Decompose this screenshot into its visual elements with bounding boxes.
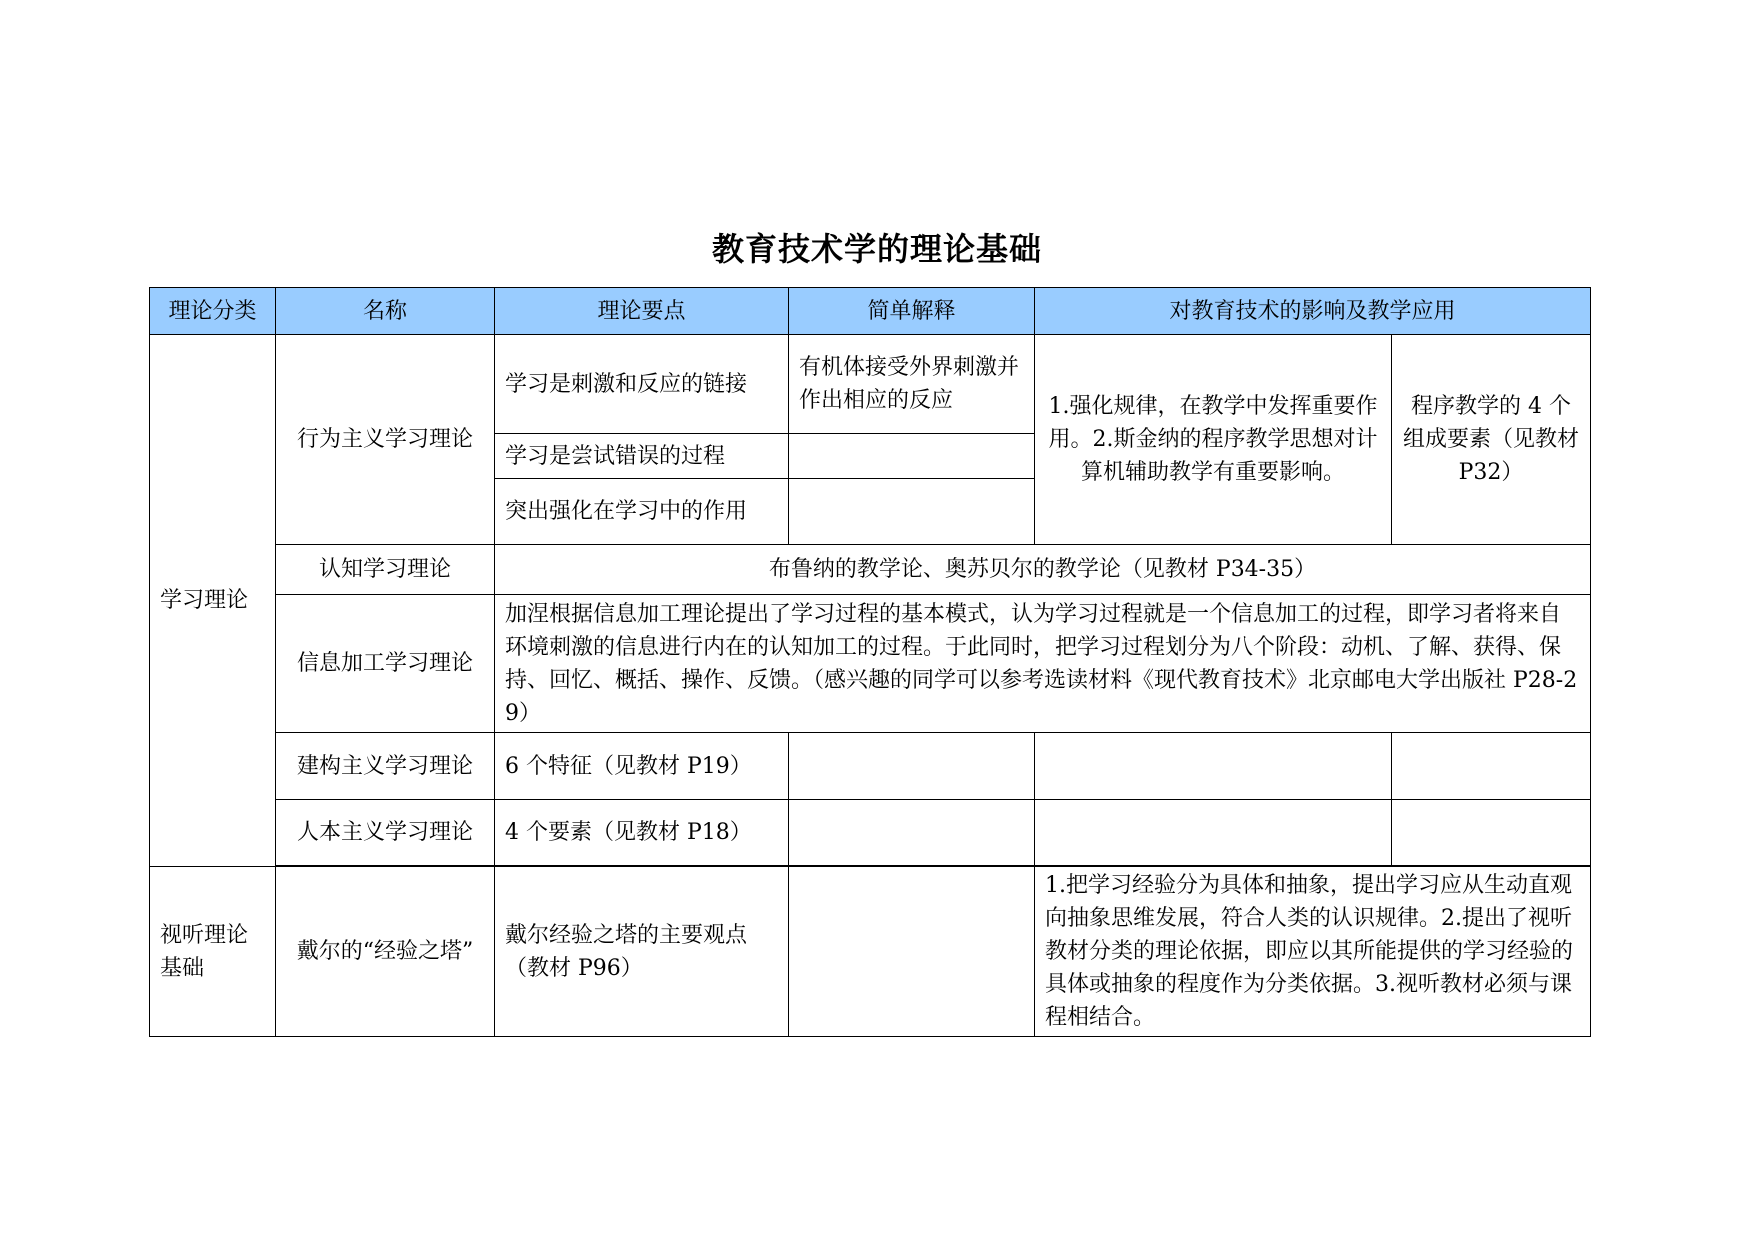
constructivism-points: 6 个特征（见教材 P19） <box>495 733 789 800</box>
constructivism-name: 建构主义学习理论 <box>276 733 495 800</box>
behaviorism-impact: 1.强化规律，在教学中发挥重要作用。2.斯金纳的程序教学思想对计算机辅助教学有重要影响。 <box>1035 335 1392 545</box>
behaviorism-point: 学习是刺激和反应的链接 <box>495 335 789 434</box>
empty-cell <box>789 800 1035 866</box>
empty-cell <box>1392 800 1591 866</box>
empty-cell <box>789 434 1035 479</box>
information-name: 信息加工学习理论 <box>276 595 495 733</box>
cognitive-name: 认知学习理论 <box>276 545 495 595</box>
header-explanation: 简单解释 <box>789 288 1035 335</box>
header-key-points: 理论要点 <box>495 288 789 335</box>
table-header-row <box>150 288 1591 335</box>
audiovisual-name: 戴尔的“经验之塔” <box>276 867 495 1037</box>
humanism-points: 4 个要素（见教材 P18） <box>495 800 789 866</box>
empty-cell <box>789 867 1035 1037</box>
audiovisual-points: 戴尔经验之塔的主要观点（教材 P96） <box>495 867 789 1037</box>
table-row <box>150 800 1591 866</box>
behaviorism-point: 学习是尝试错误的过程 <box>495 434 789 479</box>
table-row <box>150 595 1591 733</box>
behaviorism-name: 行为主义学习理论 <box>276 335 495 545</box>
table-row <box>150 867 1591 1037</box>
empty-cell <box>1392 733 1591 800</box>
category-audiovisual: 视听理论基础 <box>150 867 276 1037</box>
theory-table <box>149 287 1591 1037</box>
behaviorism-explanation: 有机体接受外界刺激并作出相应的反应 <box>789 335 1035 434</box>
table-row <box>150 545 1591 595</box>
empty-cell <box>789 733 1035 800</box>
category-learning: 学习理论 <box>150 335 276 867</box>
empty-cell <box>1035 733 1392 800</box>
audiovisual-impact: 1.把学习经验分为具体和抽象，提出学习应从生动直观向抽象思维发展，符合人类的认识规律。2.提出了视听教材分类的理论依据，即应以其所能提供的学习经验的具体或抽象的程度作为分类依据。3.视听教材必须与课程相结合。 <box>1035 867 1591 1037</box>
information-content: 加涅根据信息加工理论提出了学习过程的基本模式，认为学习过程就是一个信息加工的过程，即学习者将来自环境刺激的信息进行内在的认知加工的过程。于此同时，把学习过程划分为八个阶段：动机、了解、获得、保持、回忆、概括、操作、反馈。（感兴趣的同学可以参考选读材料《现代教育技术》北京邮电大学出版社 P28-29） <box>495 595 1591 733</box>
header-name: 名称 <box>276 288 495 335</box>
empty-cell <box>789 479 1035 545</box>
empty-cell <box>1035 800 1392 866</box>
behaviorism-point: 突出强化在学习中的作用 <box>495 479 789 545</box>
table-row <box>150 733 1591 800</box>
table-row <box>150 335 1591 434</box>
page-title: 教育技术学的理论基础 <box>711 230 1042 268</box>
header-category: 理论分类 <box>150 288 276 335</box>
header-impact: 对教育技术的影响及教学应用 <box>1035 288 1591 335</box>
behaviorism-application: 程序教学的 4 个组成要素（见教材 P32） <box>1392 335 1591 545</box>
humanism-name: 人本主义学习理论 <box>276 800 495 866</box>
cognitive-content: 布鲁纳的教学论、奥苏贝尔的教学论（见教材 P34-35） <box>495 545 1591 595</box>
